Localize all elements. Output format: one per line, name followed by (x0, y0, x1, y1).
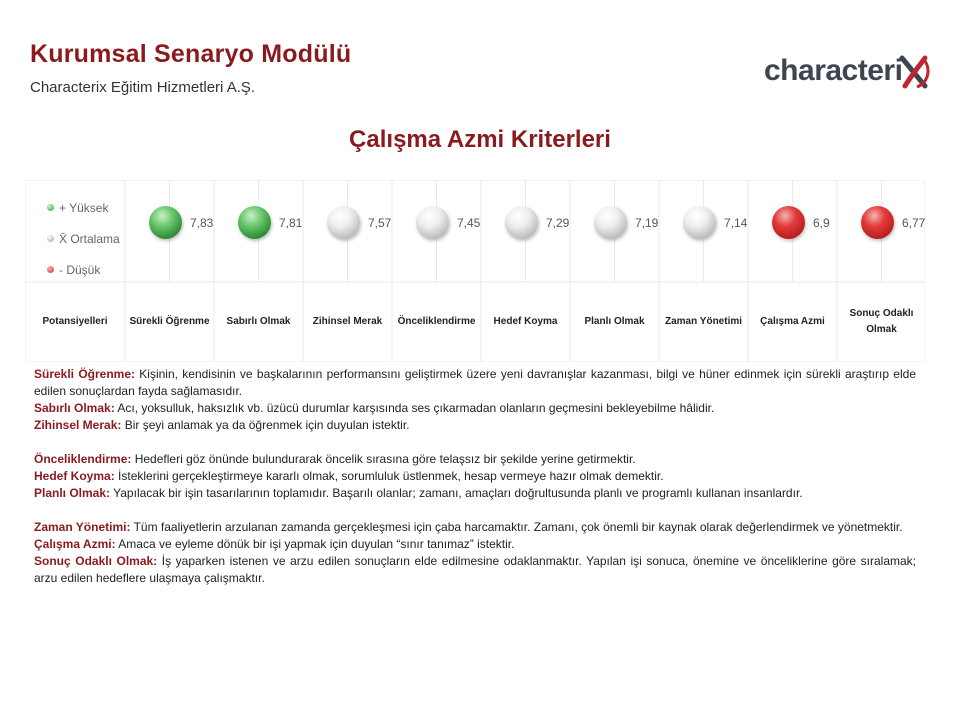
spacer (34, 434, 916, 451)
definition-term: Önceliklendirme: (34, 452, 132, 466)
criteria-chart (25, 180, 925, 362)
definition-text: Bir şeyi anlamak ya da öğrenmek için duyulan istektir. (121, 418, 410, 432)
definition-text: Tüm faaliyetlerin arzulanan zamanda gerçekleşmesi için çaba harcamaktır. Zamanı, çok önemli bir kaynak olarak değerlendirmek ve yönetmektir. (130, 520, 903, 534)
legend-dot-high (47, 204, 54, 211)
logo-text: characteri (764, 54, 903, 87)
definition-term: Hedef Koyma: (34, 469, 115, 483)
score-value: 7,57 (368, 216, 392, 230)
definition-term: Sabırlı Olmak: (34, 401, 115, 415)
column-label: Önceliklendirme (397, 316, 476, 327)
score-ball-average (594, 206, 627, 239)
legend-dot-average (47, 235, 54, 242)
score-ball-average (327, 206, 360, 239)
score-ball-average (683, 206, 716, 239)
score-cell (772, 198, 860, 246)
score-value: 6,77 (902, 216, 926, 230)
definition-item (34, 485, 916, 502)
definition-item (34, 417, 916, 434)
definition-item (34, 536, 916, 553)
score-ball-average (505, 206, 538, 239)
score-cell (149, 198, 237, 246)
score-cell (238, 198, 326, 246)
score-cell (327, 198, 415, 246)
company-name: Characterix Eğitim Hizmetleri A.Ş. (30, 79, 256, 96)
definition-item (34, 400, 916, 417)
definition-item (34, 553, 916, 587)
definition-text: İş yaparken istenen ve arzu edilen sonuçların elde edilmesine odaklanmaktır. Yapılan işi sonuca, önemine ve önceliklerine göre sıralamak; arzu edilen hedeflere ulaşmaya çalışmaktır. (34, 554, 916, 585)
score-value: 7,29 (546, 216, 570, 230)
definition-item (34, 366, 916, 400)
definition-text: Amaca ve eyleme dönük bir işi yapmak için duyulan “sınır tanımaz” istektir. (115, 537, 515, 551)
definition-term: Planlı Olmak: (34, 486, 111, 500)
legend-item-average (47, 223, 147, 254)
score-ball-low (861, 206, 894, 239)
score-value: 6,9 (813, 216, 830, 230)
column-label: Sürekli Öğrenme (129, 316, 210, 327)
definition-text: Kişinin, kendisinin ve başkalarının performansını geliştirmek üzere yeni davranışlar kazanması, bilgi ve hüner edinmek için sürekli araştırıp elde edilen sonuçlardan fayda sağlamasıdır. (34, 367, 916, 398)
score-ball-low (772, 206, 805, 239)
column-label: Sabırlı Olmak (226, 316, 291, 327)
definition-item (34, 519, 916, 536)
score-cell (683, 198, 771, 246)
score-value: 7,83 (190, 216, 214, 230)
definition-item (34, 468, 916, 485)
definition-item (34, 451, 916, 468)
score-ball-high (238, 206, 271, 239)
score-value: 7,81 (279, 216, 303, 230)
definition-term: Zihinsel Merak: (34, 418, 122, 432)
characterix-logo (764, 52, 933, 90)
potansiyelleri-label: Potansiyelleri (42, 316, 108, 327)
column-label: Zaman Yönetimi (664, 316, 743, 327)
legend (47, 192, 147, 285)
definitions (34, 366, 916, 587)
page-title: Kurumsal Senaryo Modülü (30, 40, 352, 68)
score-value: 7,14 (724, 216, 748, 230)
score-ball-average (416, 206, 449, 239)
legend-label-low: - Düşük (59, 262, 101, 277)
score-value: 7,19 (635, 216, 659, 230)
column-label: Çalışma Azmi (760, 316, 825, 327)
definition-term: Zaman Yönetimi: (34, 520, 131, 534)
column-label: Sonuç Odaklı Olmak (849, 308, 914, 335)
legend-item-high (47, 192, 147, 223)
definition-text: Hedefleri göz önünde bulundurarak öncelik sırasına göre telaşsız bir şekilde yerine getirmektir. (131, 452, 636, 466)
definition-text: İsteklerini gerçekleştirmeye kararlı olmak, sorumluluk üstlenmek, hesap vermeye hazır olmak demektir. (114, 469, 664, 483)
definition-term: Sürekli Öğrenme: (34, 367, 135, 381)
legend-label-high: + Yüksek (59, 200, 109, 215)
spacer (34, 502, 916, 519)
legend-dot-low (47, 266, 54, 273)
column-label: Hedef Koyma (493, 316, 558, 327)
score-cell (594, 198, 682, 246)
legend-label-average: X̄ Ortalama (59, 231, 120, 246)
column-label: Zihinsel Merak (312, 316, 383, 327)
score-ball-high (149, 206, 182, 239)
score-cell (505, 198, 593, 246)
definition-term: Çalışma Azmi: (34, 537, 116, 551)
definition-text: Acı, yoksulluk, haksızlık vb. üzücü durumlar karşısında ses çıkarmadan olanların geçmesini bekleyebilme hâlidir. (114, 401, 715, 415)
definition-term: Sonuç Odaklı Olmak: (34, 554, 158, 568)
section-title: Çalışma Azmi Kriterleri (349, 126, 611, 153)
score-cell (416, 198, 504, 246)
definition-text: Yapılacak bir işin tasarılarının toplamıdır. Başarılı olanlar; zamanı, amaçları doğrultusunda planlı ve programlı kullanan insanlardır. (110, 486, 803, 500)
score-value: 7,45 (457, 216, 481, 230)
score-cell (861, 198, 949, 246)
column-label: Planlı Olmak (584, 316, 645, 327)
logo-x-icon (899, 52, 933, 90)
legend-item-low (47, 254, 147, 285)
